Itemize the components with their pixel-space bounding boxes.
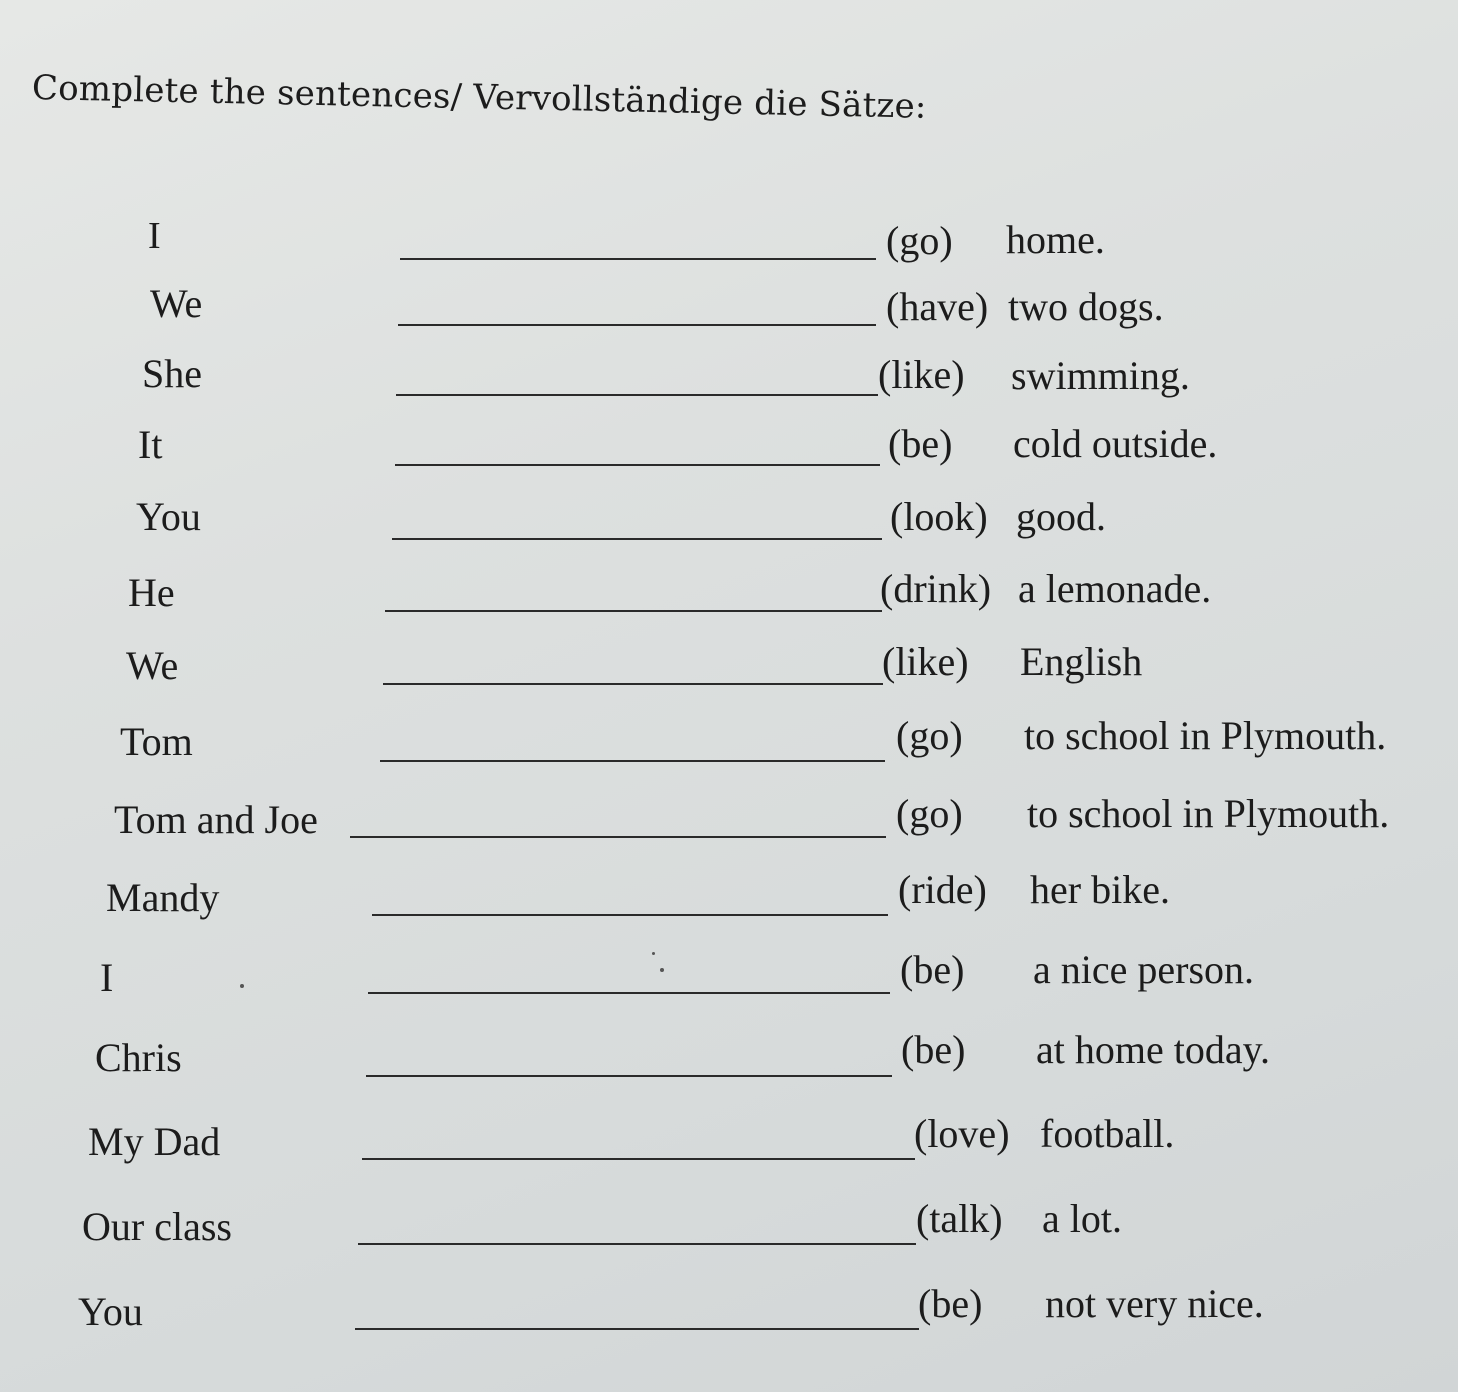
answer-blank[interactable] — [372, 914, 888, 916]
sentence-row — [0, 946, 1400, 1006]
verb-hint: (have) — [886, 284, 989, 329]
sentence-row — [0, 638, 1400, 698]
sentence-subject: We — [126, 643, 179, 688]
answer-blank[interactable] — [366, 1075, 892, 1077]
verb-hint: (go) — [886, 218, 953, 263]
verb-hint: (go) — [896, 713, 963, 758]
paper-speck — [652, 952, 655, 955]
sentence-ending: her bike. — [1030, 867, 1170, 912]
answer-blank[interactable] — [398, 324, 876, 326]
sentence-row — [0, 1026, 1400, 1086]
verb-hint: (love) — [914, 1111, 1010, 1156]
sentence-ending: two dogs. — [1008, 284, 1164, 329]
sentence-ending: football. — [1040, 1111, 1175, 1156]
verb-hint: (talk) — [916, 1196, 1003, 1241]
verb-hint: (be) — [901, 1027, 966, 1072]
sentence-ending: a lemonade. — [1018, 566, 1212, 611]
answer-blank[interactable] — [395, 464, 880, 466]
sentence-ending: at home today. — [1036, 1027, 1271, 1072]
verb-hint: (be) — [918, 1281, 983, 1326]
sentence-subject: Tom — [120, 719, 193, 764]
sentence-subject: He — [128, 570, 175, 615]
answer-blank[interactable] — [383, 683, 883, 685]
sentence-row — [0, 493, 1400, 553]
answer-blank[interactable] — [380, 760, 885, 762]
sentence-ending: swimming. — [1011, 353, 1190, 398]
verb-hint: (be) — [900, 947, 965, 992]
answer-blank[interactable] — [400, 258, 876, 260]
sentence-subject: Chris — [95, 1035, 182, 1080]
verb-hint: (like) — [882, 639, 969, 684]
sentence-subject: You — [78, 1289, 143, 1334]
sentence-row — [0, 212, 1400, 272]
sentence-ending: to school in Plymouth. — [1027, 791, 1390, 836]
sentence-subject: Mandy — [106, 875, 220, 920]
sentence-subject: She — [142, 351, 202, 396]
sentence-row — [0, 1195, 1400, 1255]
sentence-ending: to school in Plymouth. — [1024, 713, 1387, 758]
answer-blank[interactable] — [362, 1158, 915, 1160]
sentence-row — [0, 712, 1400, 772]
verb-hint: (go) — [896, 791, 963, 836]
verb-hint: (look) — [890, 494, 988, 539]
verb-hint: (like) — [878, 352, 965, 397]
sentence-subject: Our class — [82, 1204, 232, 1249]
answer-blank[interactable] — [385, 610, 882, 612]
sentence-row — [0, 790, 1400, 850]
answer-blank[interactable] — [396, 394, 878, 396]
sentence-row — [0, 1280, 1400, 1340]
sentence-row — [0, 866, 1400, 926]
sentence-row — [0, 420, 1400, 480]
verb-hint: (ride) — [898, 867, 987, 912]
answer-blank[interactable] — [358, 1243, 916, 1245]
answer-blank[interactable] — [355, 1328, 919, 1330]
answer-blank[interactable] — [350, 836, 886, 838]
sentence-row — [0, 280, 1400, 340]
sentence-subject: We — [150, 281, 203, 326]
verb-hint: (be) — [888, 421, 953, 466]
sentence-ending: home. — [1006, 217, 1105, 262]
sentence-subject: I — [100, 955, 114, 1000]
paper-speck — [240, 984, 244, 988]
sentence-ending: a nice person. — [1033, 947, 1255, 992]
worksheet-heading: Complete the sentences/ Vervollständige die Sätze: — [31, 68, 927, 127]
sentence-row — [0, 565, 1400, 625]
sentence-subject: It — [138, 422, 163, 467]
answer-blank[interactable] — [368, 992, 890, 994]
sentence-ending: English — [1020, 639, 1143, 684]
paper-speck — [660, 968, 664, 972]
sentence-row — [0, 1110, 1400, 1170]
sentence-ending: not very nice. — [1045, 1281, 1264, 1326]
verb-hint: (drink) — [880, 566, 992, 611]
answer-blank[interactable] — [392, 538, 882, 540]
sentence-ending: a lot. — [1042, 1196, 1122, 1241]
sentence-subject: My Dad — [88, 1119, 221, 1164]
sentence-subject: You — [136, 494, 201, 539]
sentence-row — [0, 350, 1400, 410]
sentence-ending: cold outside. — [1013, 421, 1218, 466]
sentence-subject: I — [148, 215, 161, 257]
sentence-ending: good. — [1016, 494, 1106, 539]
sentence-subject: Tom and Joe — [114, 797, 318, 842]
